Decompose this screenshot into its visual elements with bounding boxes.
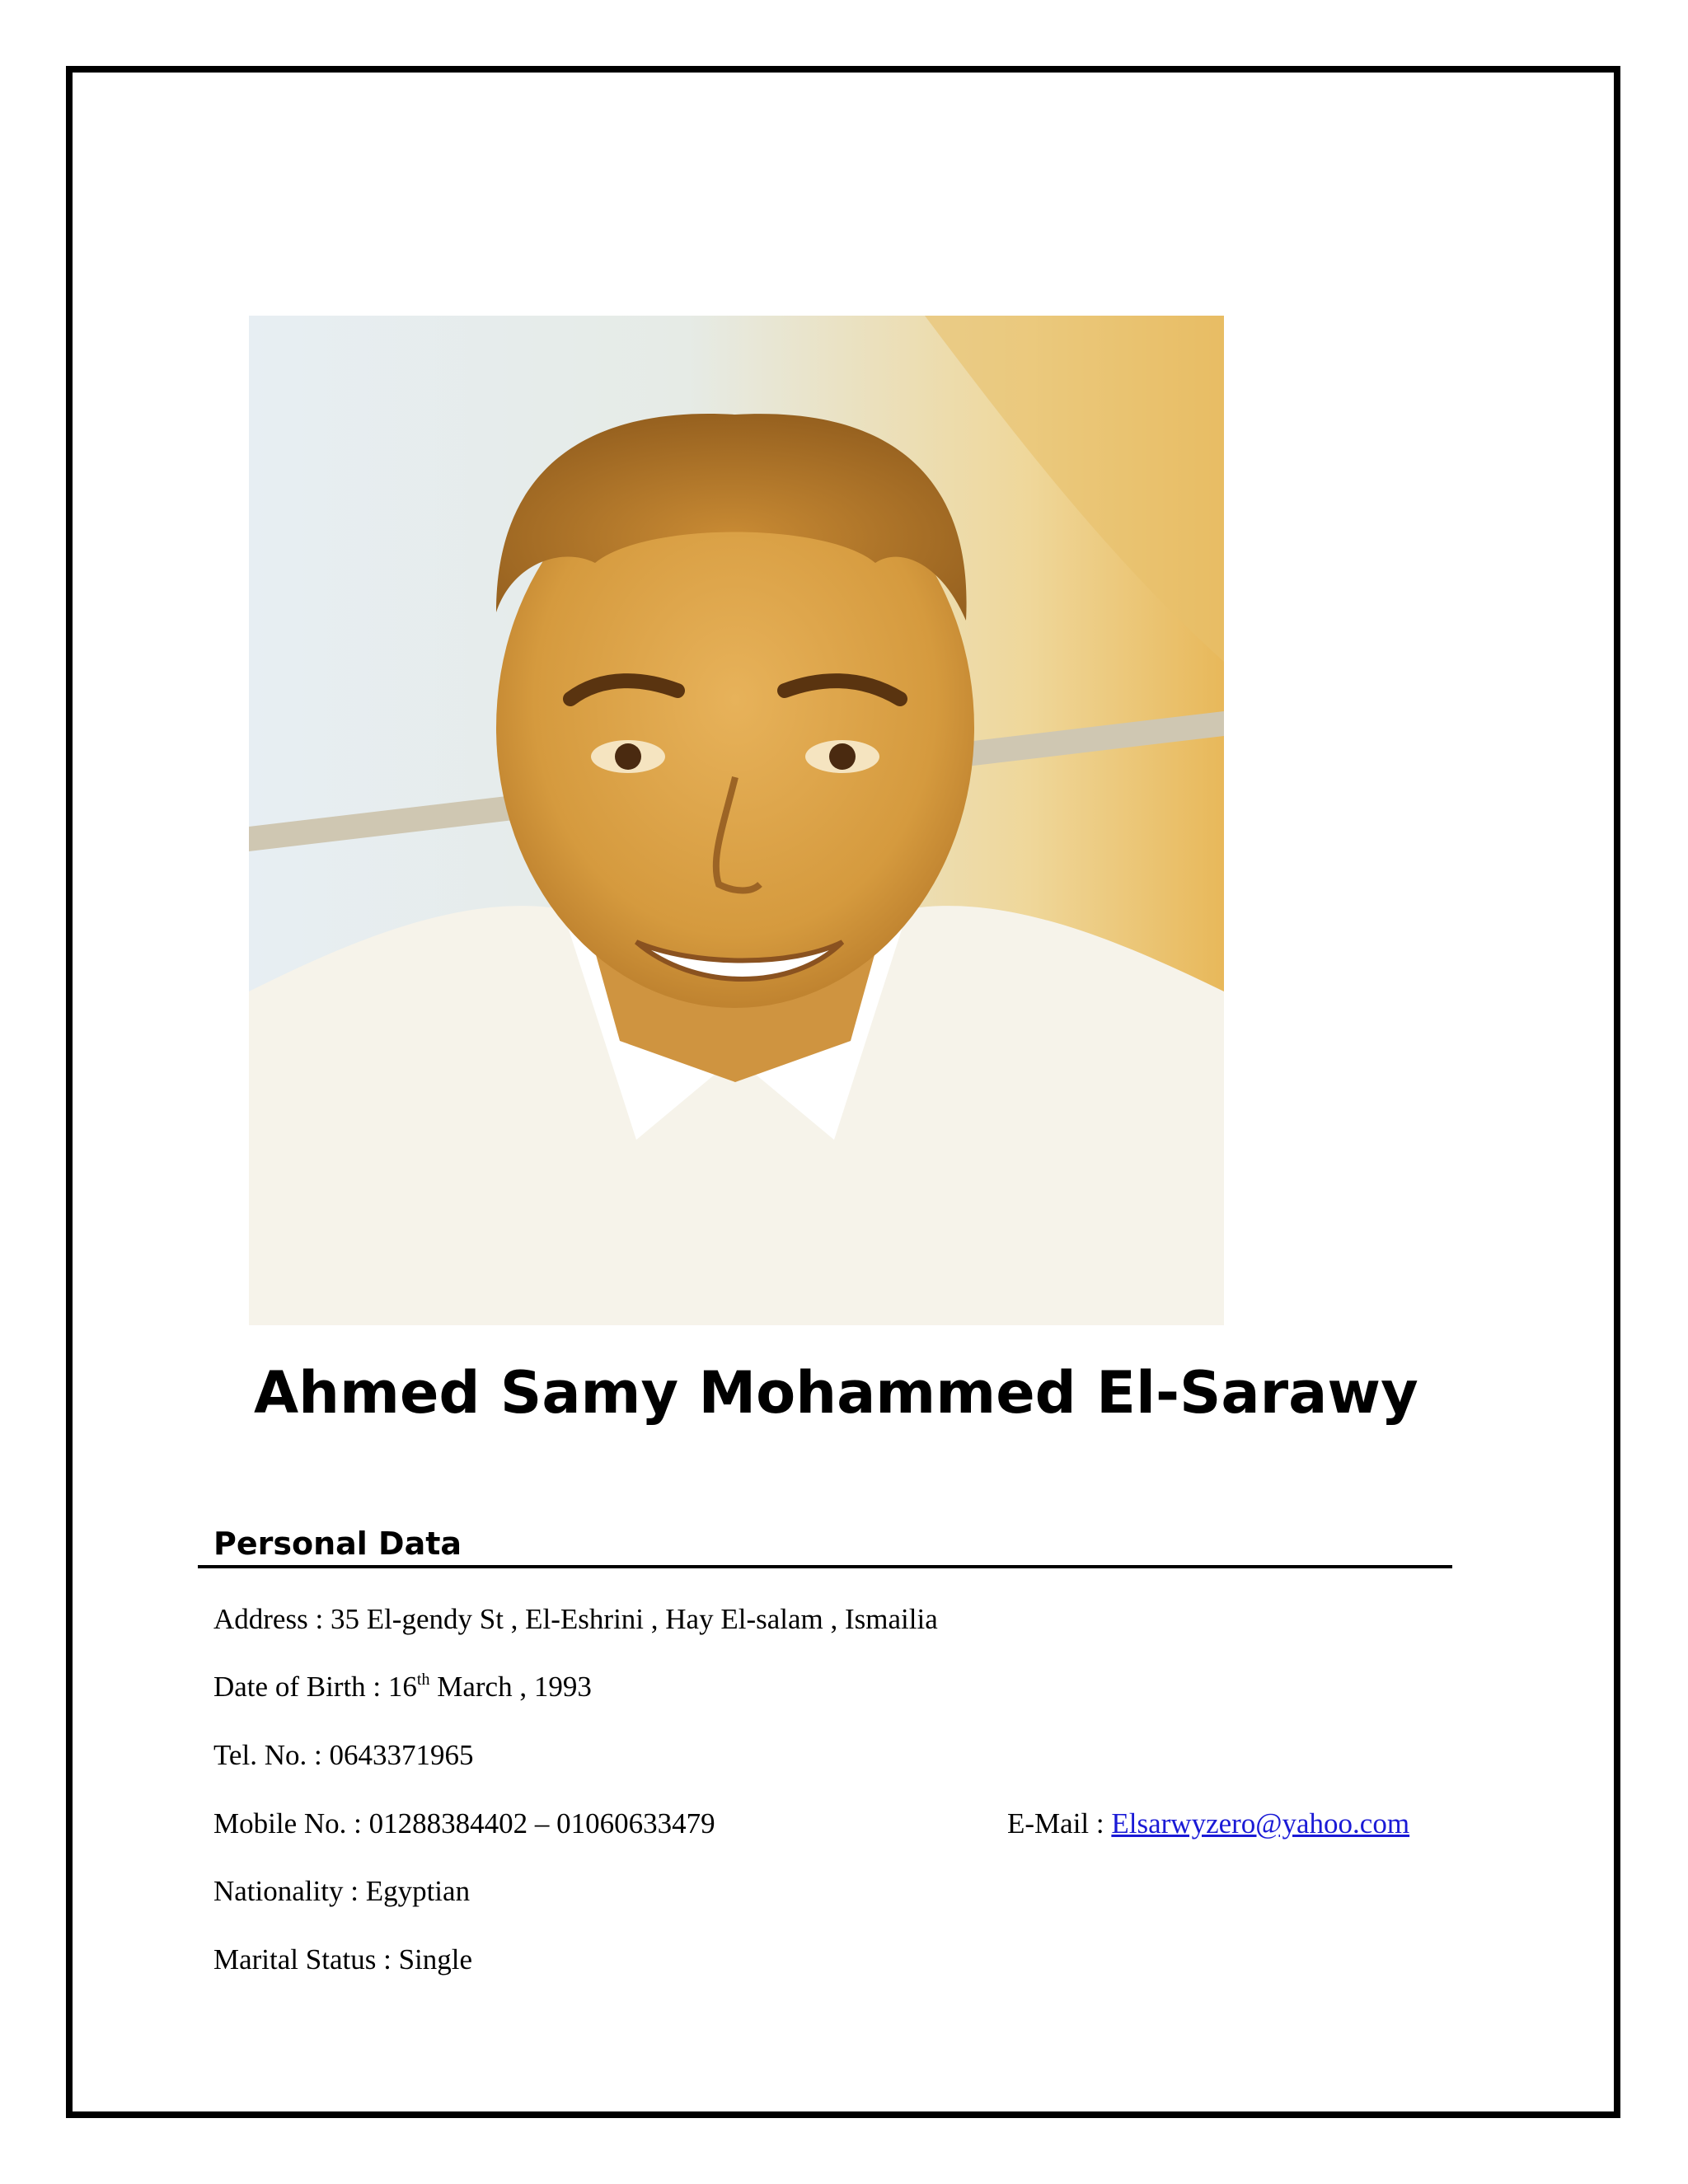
address-field bbox=[213, 1599, 938, 1640]
mobile-value: 01288384402 – 01060633479 bbox=[368, 1807, 715, 1840]
email-link[interactable]: Elsarwyzero@yahoo.com bbox=[1111, 1807, 1410, 1840]
telephone-field bbox=[213, 1735, 473, 1776]
nationality-label: Nationality : bbox=[213, 1875, 366, 1907]
section-divider bbox=[198, 1565, 1452, 1568]
email-label: E-Mail : bbox=[1007, 1807, 1112, 1840]
date-of-birth-field bbox=[213, 1666, 592, 1708]
marital-status-value: Single bbox=[398, 1943, 473, 1975]
address-value: 35 El-gendy St , El-Eshrini , Hay El-salam , Ismailia bbox=[330, 1603, 938, 1635]
marital-status-field bbox=[213, 1939, 472, 1980]
date-of-birth-day: 16 bbox=[387, 1671, 417, 1703]
section-title-personal-data: Personal Data bbox=[213, 1526, 462, 1562]
nationality-field bbox=[213, 1871, 470, 1912]
email-field bbox=[1007, 1803, 1409, 1844]
profile-photo bbox=[249, 316, 1224, 1325]
telephone-label: Tel. No. : bbox=[213, 1739, 330, 1771]
marital-status-label: Marital Status : bbox=[213, 1943, 399, 1975]
telephone-value: 0643371965 bbox=[329, 1739, 474, 1771]
date-of-birth-label: Date of Birth : bbox=[213, 1671, 388, 1703]
candidate-name: Ahmed Samy Mohammed El-Sarawy bbox=[254, 1359, 1418, 1427]
date-of-birth-rest: March , 1993 bbox=[429, 1671, 592, 1703]
mobile-label: Mobile No. : bbox=[213, 1807, 369, 1840]
nationality-value: Egyptian bbox=[365, 1875, 471, 1907]
date-of-birth-suffix: th bbox=[416, 1671, 430, 1689]
address-label: Address : bbox=[213, 1603, 331, 1635]
mobile-field bbox=[213, 1803, 715, 1844]
